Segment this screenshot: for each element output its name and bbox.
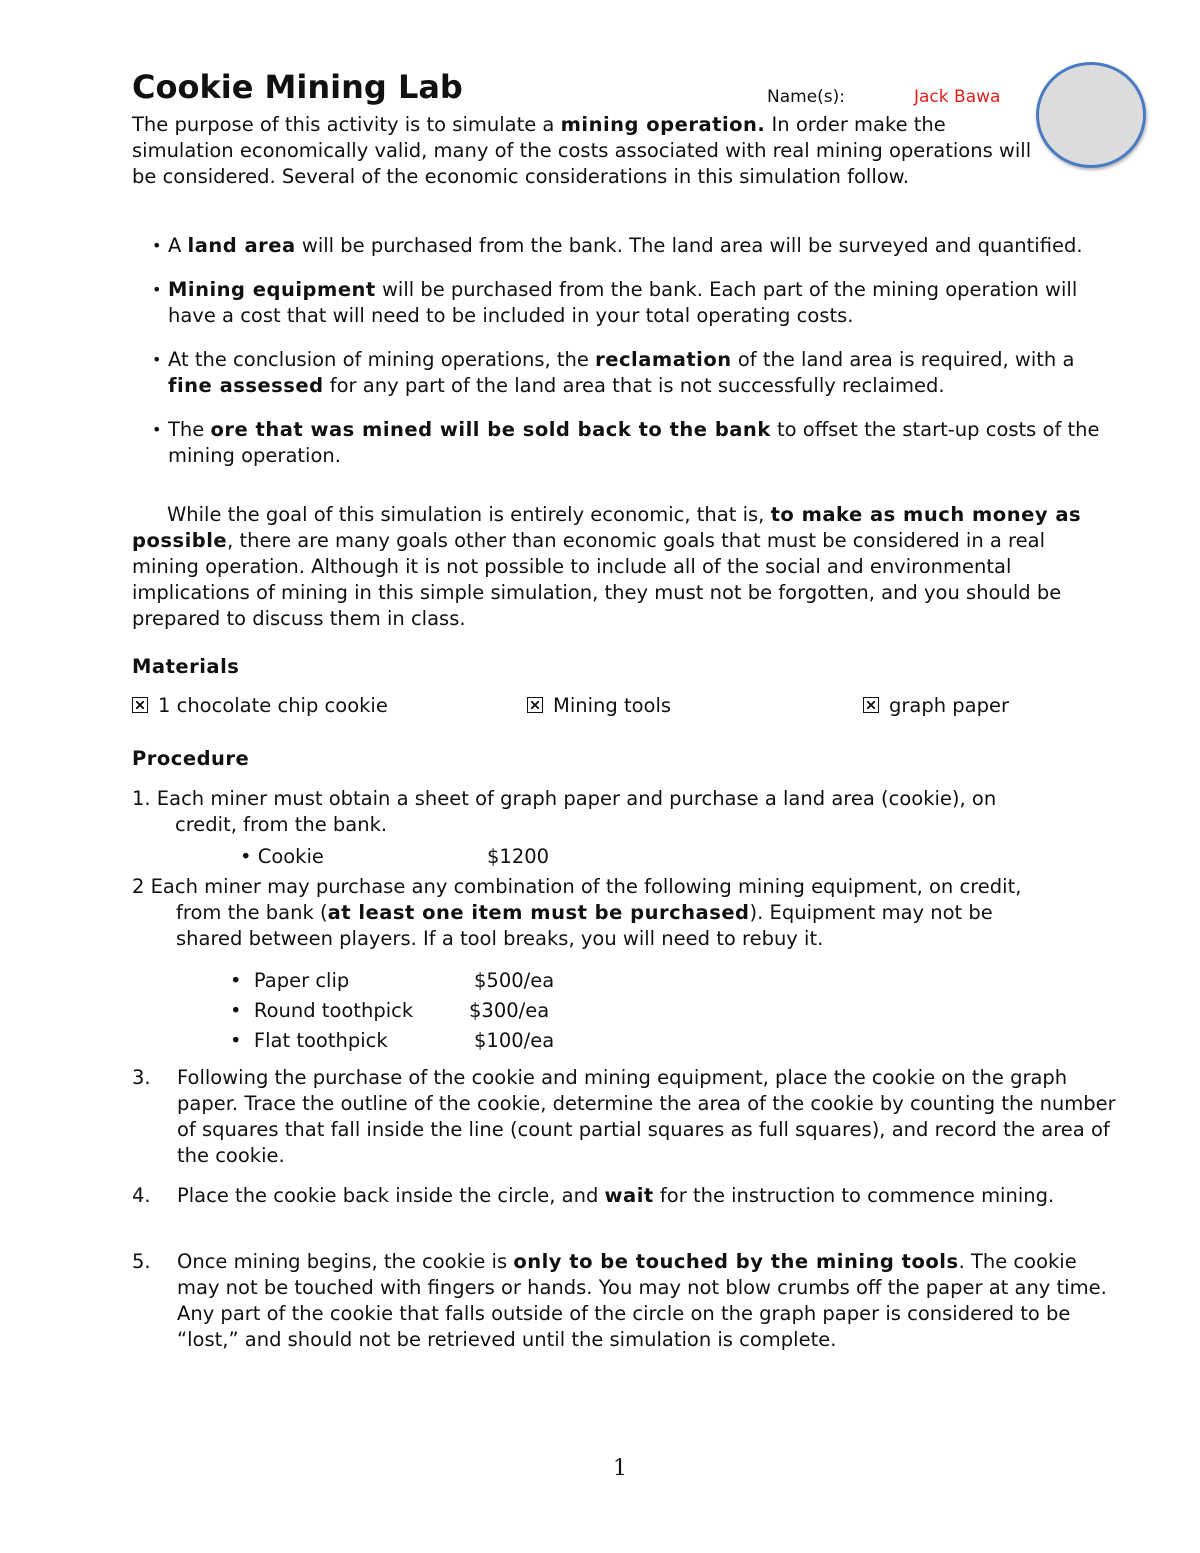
document-title: Cookie Mining Lab (132, 68, 463, 106)
equipment-price: $500/ea (474, 969, 555, 992)
considerations-list (152, 233, 1112, 487)
name-label: Name(s): (767, 87, 846, 107)
equipment-item: • Flat toothpick (230, 1029, 388, 1052)
materials-heading: Materials (132, 655, 240, 678)
equipment-item: • Paper clip (230, 969, 350, 992)
procedure-heading: Procedure (132, 747, 250, 770)
list-item: • The ore that was mined will be sold back to the bank to offset the start-up costs of the mining operation. (152, 417, 1112, 469)
intro-paragraph: The purpose of this activity is to simulate a mining operation. In order make the simulation economically valid, many of the costs associated with real mining operations will be considered. Several of the economic considerations in this simulation follow. (132, 113, 1032, 188)
name-value: Jack Bawa (914, 87, 1001, 107)
material-item: Mining tools (527, 694, 671, 717)
price-value: $1200 (487, 845, 550, 868)
checkbox-icon (527, 697, 543, 713)
list-item: • At the conclusion of mining operations, the reclamation of the land area is required, with a fine assessed for any part of the land area that is not successfully reclaimed. (152, 347, 1112, 399)
procedure-step-1: 1. Each miner must obtain a sheet of graph paper and purchase a land area (cookie), on credit, from the bank. (132, 787, 997, 836)
circle-shape (1036, 62, 1146, 168)
procedure-step-5: 5. Once mining begins, the cookie is only to be touched by the mining tools. The cookie may not be touched with fingers or hands. You may not blow crumbs off the paper at any time. Any part of the cookie that falls outside of the circle on the graph paper is considered to be “lost,” and should not be retrieved until the simulation is complete. (132, 1250, 1107, 1351)
list-item: • A land area will be purchased from the bank. The land area will be surveyed and quantified. (152, 233, 1112, 259)
equipment-price: $100/ea (474, 1029, 555, 1052)
price-item-cookie: • Cookie (240, 845, 324, 868)
equipment-item: • Round toothpick (230, 999, 414, 1022)
material-item: graph paper (863, 694, 1009, 717)
list-item: • Mining equipment will be purchased from the bank. Each part of the mining operation will have a cost that will need to be included in your total operating costs. (152, 277, 1112, 329)
goal-paragraph: While the goal of this simulation is entirely economic, that is, to make as much money as possible, there are many goals other than economic goals that must be considered in a real mining operation. Although it is not possible to include all of the social and environmental implications of mining in this simple simulation, they must not be forgotten, and you should be prepared to discuss them in class. (132, 503, 1082, 630)
equipment-price: $300/ea (469, 999, 550, 1022)
checkbox-icon (863, 697, 879, 713)
procedure-step-2: 2 Each miner may purchase any combination of the following mining equipment, on credit, from the bank (at least one item must be purchased). Equipment may not be shared between players. If a tool breaks, you will need to rebuy it. (132, 875, 1022, 950)
page-number: 1 (613, 1456, 627, 1481)
material-item: 1 chocolate chip cookie (132, 694, 388, 717)
procedure-step-4: 4. Place the cookie back inside the circle, and wait for the instruction to commence mining. (132, 1184, 1055, 1207)
procedure-step-3: 3. Following the purchase of the cookie and mining equipment, place the cookie on the graph paper. Trace the outline of the cookie, determine the area of the cookie by counting the number of squares that fall inside the line (count partial squares as full squares), and record the area of the cookie. (132, 1066, 1116, 1167)
checkbox-icon (132, 697, 148, 713)
